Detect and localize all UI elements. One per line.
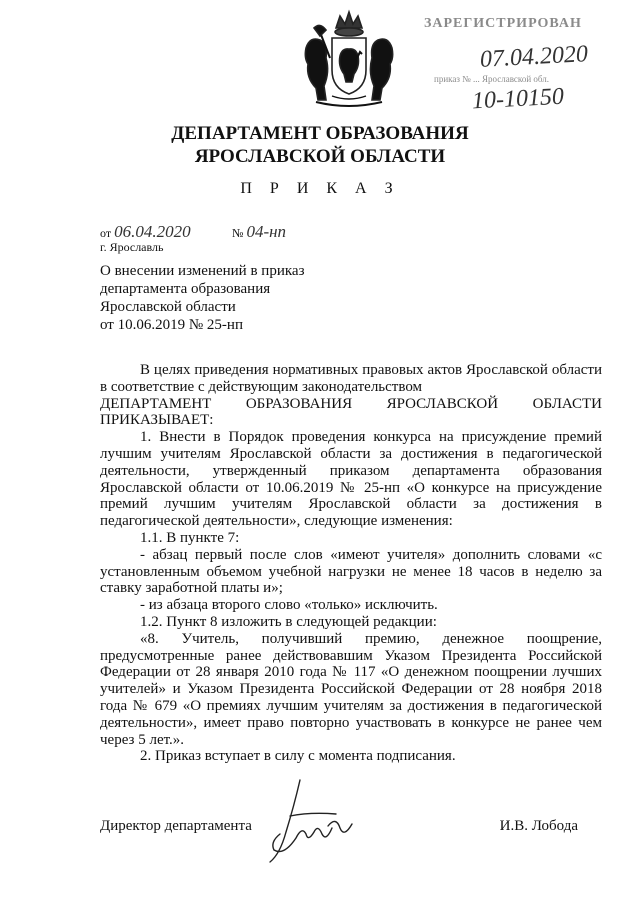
handwritten-date: 06.04.2020	[114, 222, 191, 241]
number-label: №	[232, 226, 244, 240]
subject-line: Ярославской области	[100, 299, 236, 315]
stamp-subtext: приказ № ... Ярославской обл.	[434, 74, 549, 84]
signer-position: Директор департамента	[100, 818, 252, 834]
department-title-line2: ЯРОСЛАВСКОЙ ОБЛАСТИ	[194, 146, 446, 167]
registration-stamp	[418, 10, 630, 115]
order-subject	[100, 262, 305, 334]
order-body	[100, 362, 602, 765]
dept-word: ДЕПАРТАМЕНТ	[100, 395, 212, 412]
dept-word: ОБРАЗОВАНИЯ	[245, 395, 353, 412]
orders-word: ПРИКАЗЫВАЕТ:	[100, 412, 214, 429]
paragraph-1: 1. Внести в Порядок проведения конкурса на присуждение премий лучшим учителям Ярославской области за достижения в педагогической деятельности, утвержденный приказом департамента образования Ярославской области от 10.06.2019 № 25-нп «О конкурсе на присуждение премий лучшим учителям Ярославской области за достижения в педагогической деятельности», следующие изменения:	[100, 429, 602, 530]
dept-word: ОБЛАСТИ	[532, 395, 602, 412]
intro-paragraph: В целях приведения нормативных правовых актов Ярославской области в соответствие с действующим законодательством	[100, 362, 602, 395]
department-title-line1: ДЕПАРТАМЕНТ ОБРАЗОВАНИЯ	[171, 123, 469, 144]
paragraph-1-1-a: - абзац первый после слов «имеют учителя» дополнить словами «с установленным объемом учебной нагрузки не менее 18 часов в неделю за ставку заработной платы и»;	[100, 546, 602, 597]
dept-word: ЯРОСЛАВСКОЙ	[386, 395, 499, 412]
stamp-title: ЗАРЕГИСТРИРОВАН	[424, 16, 582, 31]
order-number	[232, 222, 286, 242]
department-line	[100, 396, 602, 413]
order-date	[100, 222, 191, 242]
handwritten-signature-icon	[240, 776, 370, 868]
city: г. Ярославль	[100, 240, 164, 254]
handwritten-number: 04-нп	[246, 222, 287, 241]
paragraph-8-quote: «8. Учитель, получивший премию, денежное поощрение, предусмотренные ранее действовавшим Указом Президента Российской Федерации от 28 января 2010 года № 117 «О денежном поощрении лучших учителей» и Указом Президента Российской Федерации от 28 ноября 2018 года № 679 «О премиях лучшим учителям за достижения в педагогической деятельности», имеет право повторно участвовать в конкурсе не ранее чем через 5 лет.».	[100, 630, 602, 748]
paragraph-1-2: 1.2. Пункт 8 изложить в следующей редакции:	[140, 613, 437, 630]
coat-of-arms-icon	[296, 8, 402, 112]
subject-line: от 10.06.2019 № 25-нп	[100, 317, 243, 333]
paragraph-1-1: 1.1. В пункте 7:	[140, 529, 240, 546]
subject-line: департамента образования	[100, 281, 271, 297]
from-label: от	[100, 226, 112, 240]
stamp-number: 10-10150	[471, 83, 565, 115]
paragraph-1-1-b: - из абзаца второго слово «только» исключить.	[140, 597, 438, 614]
subject-line: О внесении изменений в приказ	[100, 263, 305, 279]
paragraph-2: 2. Приказ вступает в силу с момента подписания.	[140, 748, 456, 765]
signer-name: И.В. Лобода	[499, 818, 578, 834]
stamp-date: 07.04.2020	[479, 41, 589, 73]
order-heading: П Р И К А З	[240, 180, 400, 197]
